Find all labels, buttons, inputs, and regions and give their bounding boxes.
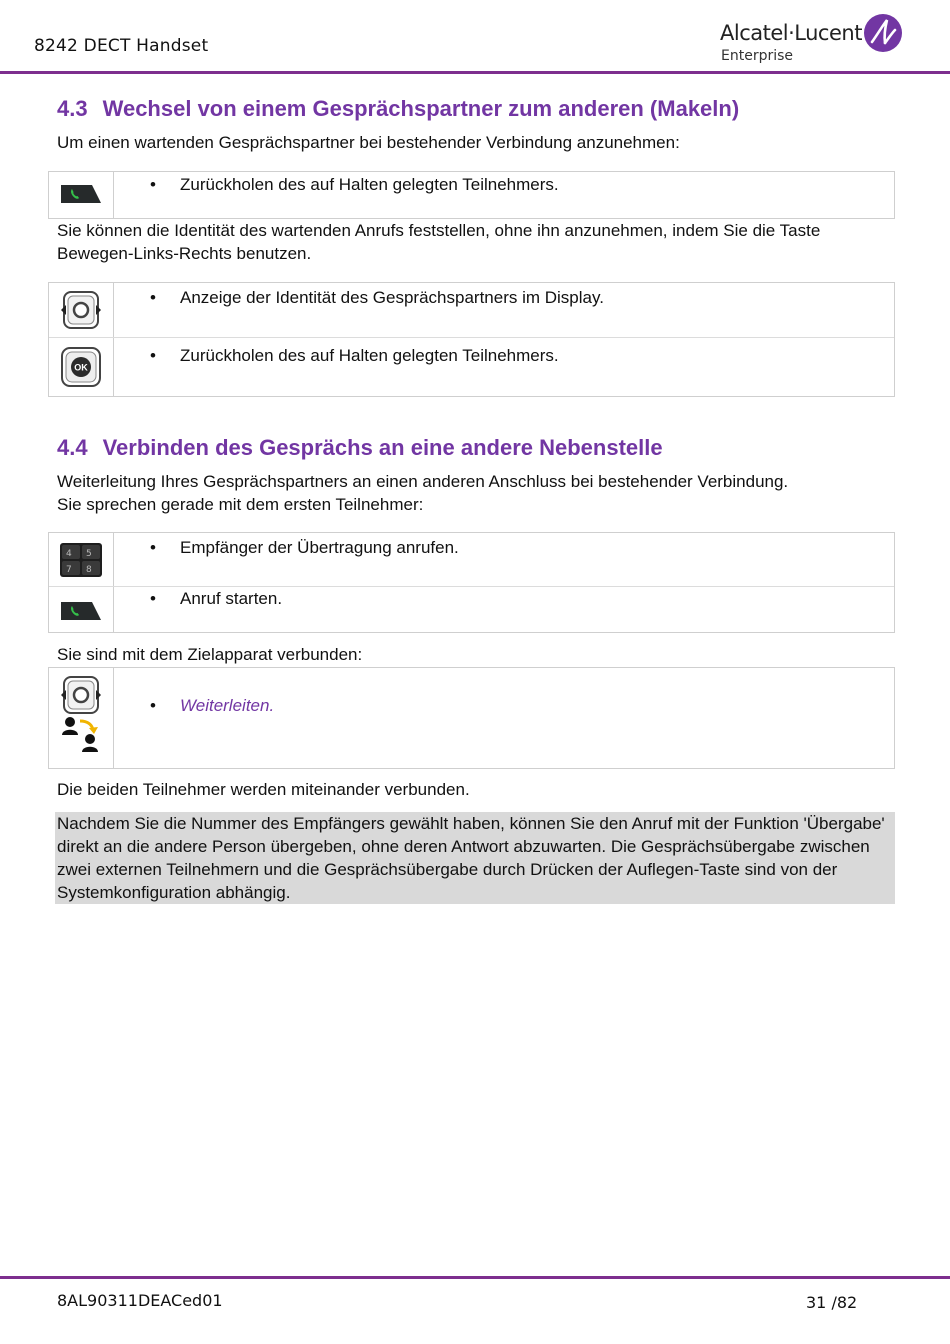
transfer-link[interactable]: Weiterleiten. xyxy=(180,696,275,715)
call-key-icon xyxy=(60,183,102,205)
alcatel-lucent-logo xyxy=(720,12,910,68)
section-title: Verbinden des Gesprächs an eine andere Nebenstelle xyxy=(102,435,663,460)
navigation-key-transfer-icon xyxy=(60,676,102,714)
keypad-icon xyxy=(60,543,102,577)
page-current: 31 xyxy=(806,1293,827,1312)
step-row xyxy=(49,283,894,337)
step-row xyxy=(49,337,894,396)
bullet: • xyxy=(150,538,156,557)
svg-text:5: 5 xyxy=(86,549,92,559)
bullet: • xyxy=(150,288,156,307)
step-icon-cell xyxy=(49,283,114,337)
step-text: Anruf starten. xyxy=(180,589,283,608)
section-number: 4.4 xyxy=(57,435,88,460)
footer-divider xyxy=(0,1276,950,1279)
section-paragraph: Die beiden Teilnehmer werden miteinander verbunden. xyxy=(57,780,470,799)
step-text: Anzeige der Identität des Gesprächspartners im Display. xyxy=(180,288,604,307)
document-reference: 8AL90311DEACed01 xyxy=(57,1291,223,1310)
bullet: • xyxy=(150,175,156,194)
header-divider xyxy=(0,71,950,74)
section-paragraph: Sie sind mit dem Zielapparat verbunden: xyxy=(57,645,363,664)
section-title: Wechsel von einem Gesprächspartner zum anderen (Makeln) xyxy=(102,96,740,121)
page-total: /82 xyxy=(831,1293,858,1312)
step-icon-cell xyxy=(49,587,114,632)
step-table xyxy=(48,667,895,769)
transfer-icon xyxy=(61,715,103,755)
page-number xyxy=(806,1293,857,1312)
section-paragraph: Sie können die Identität des wartenden Anrufs feststellen, ohne ihn anzunehmen, indem Sie die Taste Bewegen-Links-Rechts benutzen. xyxy=(57,221,821,263)
note-box xyxy=(55,812,895,904)
svg-text:OK: OK xyxy=(74,362,88,373)
navigation-key-left-right-icon xyxy=(60,291,102,329)
step-row xyxy=(49,172,894,218)
call-key-icon xyxy=(60,600,102,622)
section-heading-4-3 xyxy=(57,96,739,122)
document-title: 8242 DECT Handset xyxy=(34,36,209,56)
step-row xyxy=(49,668,894,768)
step-icon-cell xyxy=(49,533,114,586)
step-row xyxy=(49,533,894,586)
logo-mark-icon xyxy=(863,13,903,53)
step-text: Zurückholen des auf Halten gelegten Teilnehmers. xyxy=(180,346,559,365)
step-table xyxy=(48,532,895,633)
section-intro: Sie sprechen gerade mit dem ersten Teilnehmer: xyxy=(57,495,424,514)
svg-text:8: 8 xyxy=(86,565,92,575)
note-text: Nachdem Sie die Nummer des Empfängers gewählt haben, können Sie den Anruf mit der Funktion 'Übergabe' direkt an die andere Person übergeben, ohne deren Antwort abzuwarten. Die Gesprächsübergabe zwischen zwei externen Teilnehmern und die Gesprächsübergabe durch Drücken der Auflegen-Taste sind von der Systemkonfiguration abhängig. xyxy=(57,814,885,902)
logo-subtitle: Enterprise xyxy=(721,48,794,64)
step-icon-cell xyxy=(49,338,114,396)
section-heading-4-4 xyxy=(57,435,663,461)
step-table xyxy=(48,282,895,397)
step-table xyxy=(48,171,895,219)
page-header xyxy=(0,0,950,76)
step-icon-cell xyxy=(49,172,114,218)
step-text: Empfänger der Übertragung anrufen. xyxy=(180,538,459,557)
svg-text:4: 4 xyxy=(66,549,72,559)
logo-brand-text: Alcatel·Lucent xyxy=(720,21,862,45)
step-text: Zurückholen des auf Halten gelegten Teilnehmers. xyxy=(180,175,559,194)
section-intro: Um einen wartenden Gesprächspartner bei bestehender Verbindung anzunehmen: xyxy=(57,133,680,152)
bullet: • xyxy=(150,696,156,715)
step-row xyxy=(49,586,894,632)
ok-key-icon xyxy=(60,347,102,387)
step-icon-cell xyxy=(49,668,114,768)
svg-text:7: 7 xyxy=(66,565,72,575)
section-intro: Weiterleitung Ihres Gesprächspartners an einen anderen Anschluss bei bestehender Verbindung. xyxy=(57,472,789,491)
bullet: • xyxy=(150,589,156,608)
bullet: • xyxy=(150,346,156,365)
section-number: 4.3 xyxy=(57,96,88,121)
